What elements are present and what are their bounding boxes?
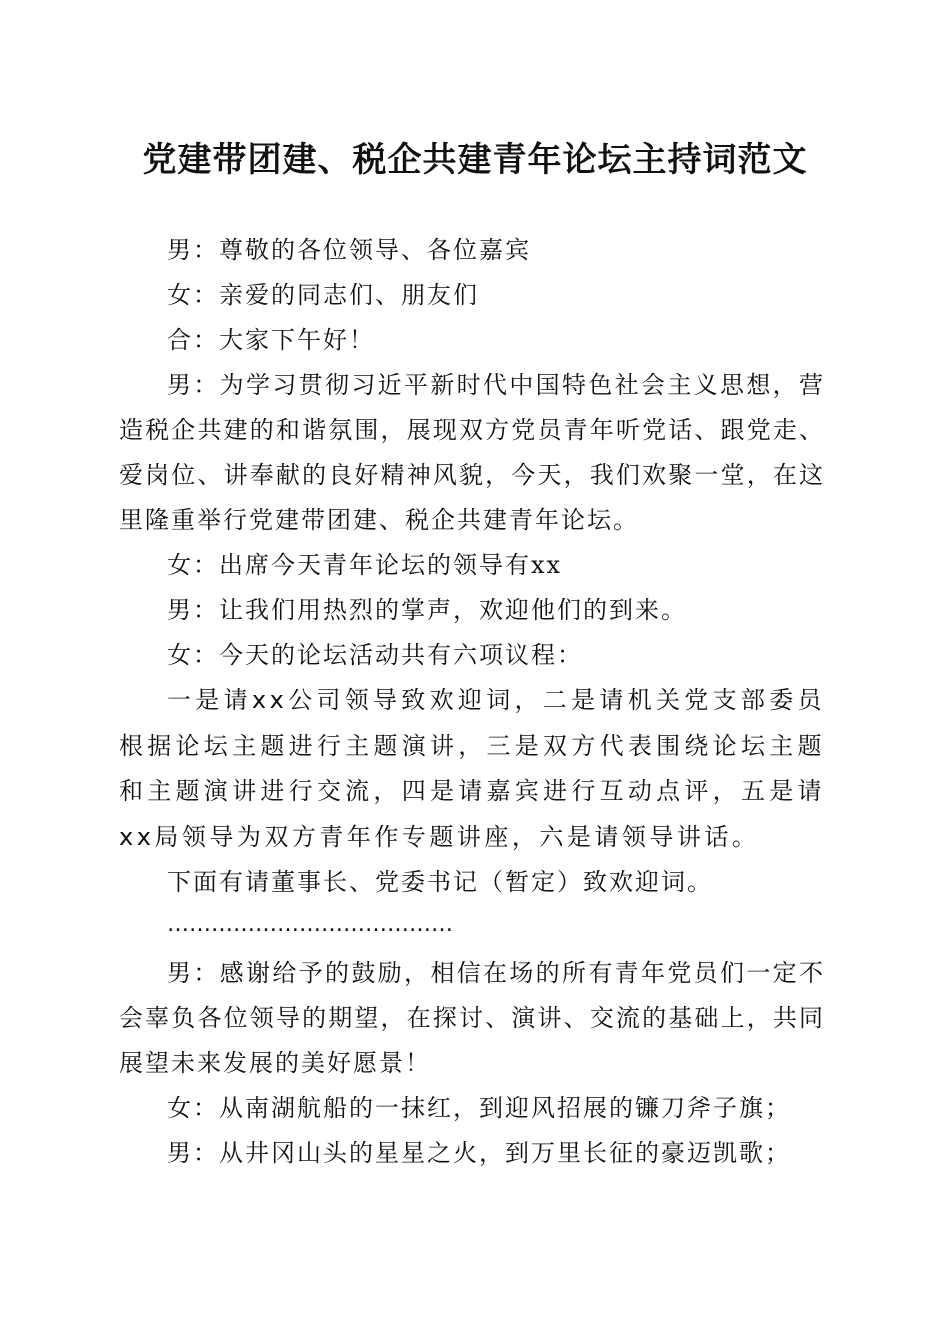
paragraph-welcome-speech: 下面有请董事长、党委书记（暂定）致欢迎词。 [167,868,713,896]
ellipsis-divider: ………………………………… [167,912,453,937]
paragraph-thanks: 男：感谢给予的鼓励，相信在场的所有青年党员们一定不会辜负各位领导的期望，在探讨、演讲、交流的基础上，共同展望未来发展的美好愿景！ [119,959,825,1077]
paragraph-agenda-intro: 女：今天的论坛活动共有六项议程： [167,641,583,669]
document-title: 党建带团建、税企共建青年论坛主持词范文 [142,140,808,180]
paragraph-greeting-together: 合：大家下午好！ [167,326,375,354]
paragraph-agenda-items: 一是请xx公司领导致欢迎词，二是请机关党支部委员根据论坛主题进行主题演讲，三是双方代表围绕论坛主题和主题演讲进行交流，四是请嘉宾进行互动点评，五是请xx局领导为双方青年作专题讲座，六是请领导讲话。 [119,686,825,851]
paragraph-jinggangshan: 男：从井冈山头的星星之火，到万里长征的豪迈凯歌； [167,1139,791,1167]
paragraph-applause: 男：让我们用热烈的掌声，欢迎他们的到来。 [167,596,687,624]
paragraph-opening: 男：为学习贯彻习近平新时代中国特色社会主义思想，营造税企共建的和谐氛围，展现双方党员青年听党话、跟党走、爱岗位、讲奉献的良好精神风貌，今天，我们欢聚一堂，在这里隆重举行党建带团建、税企共建青年论坛。 [119,371,825,534]
paragraph-leaders: 女：出席今天青年论坛的领导有xx [167,551,563,579]
paragraph-greeting-male: 男：尊敬的各位领导、各位嘉宾 [167,236,531,264]
document-body [119,228,825,1176]
paragraph-greeting-female: 女：亲爱的同志们、朋友们 [167,281,479,309]
paragraph-nanhu: 女：从南湖航船的一抹红，到迎风招展的镰刀斧子旗； [167,1094,791,1122]
